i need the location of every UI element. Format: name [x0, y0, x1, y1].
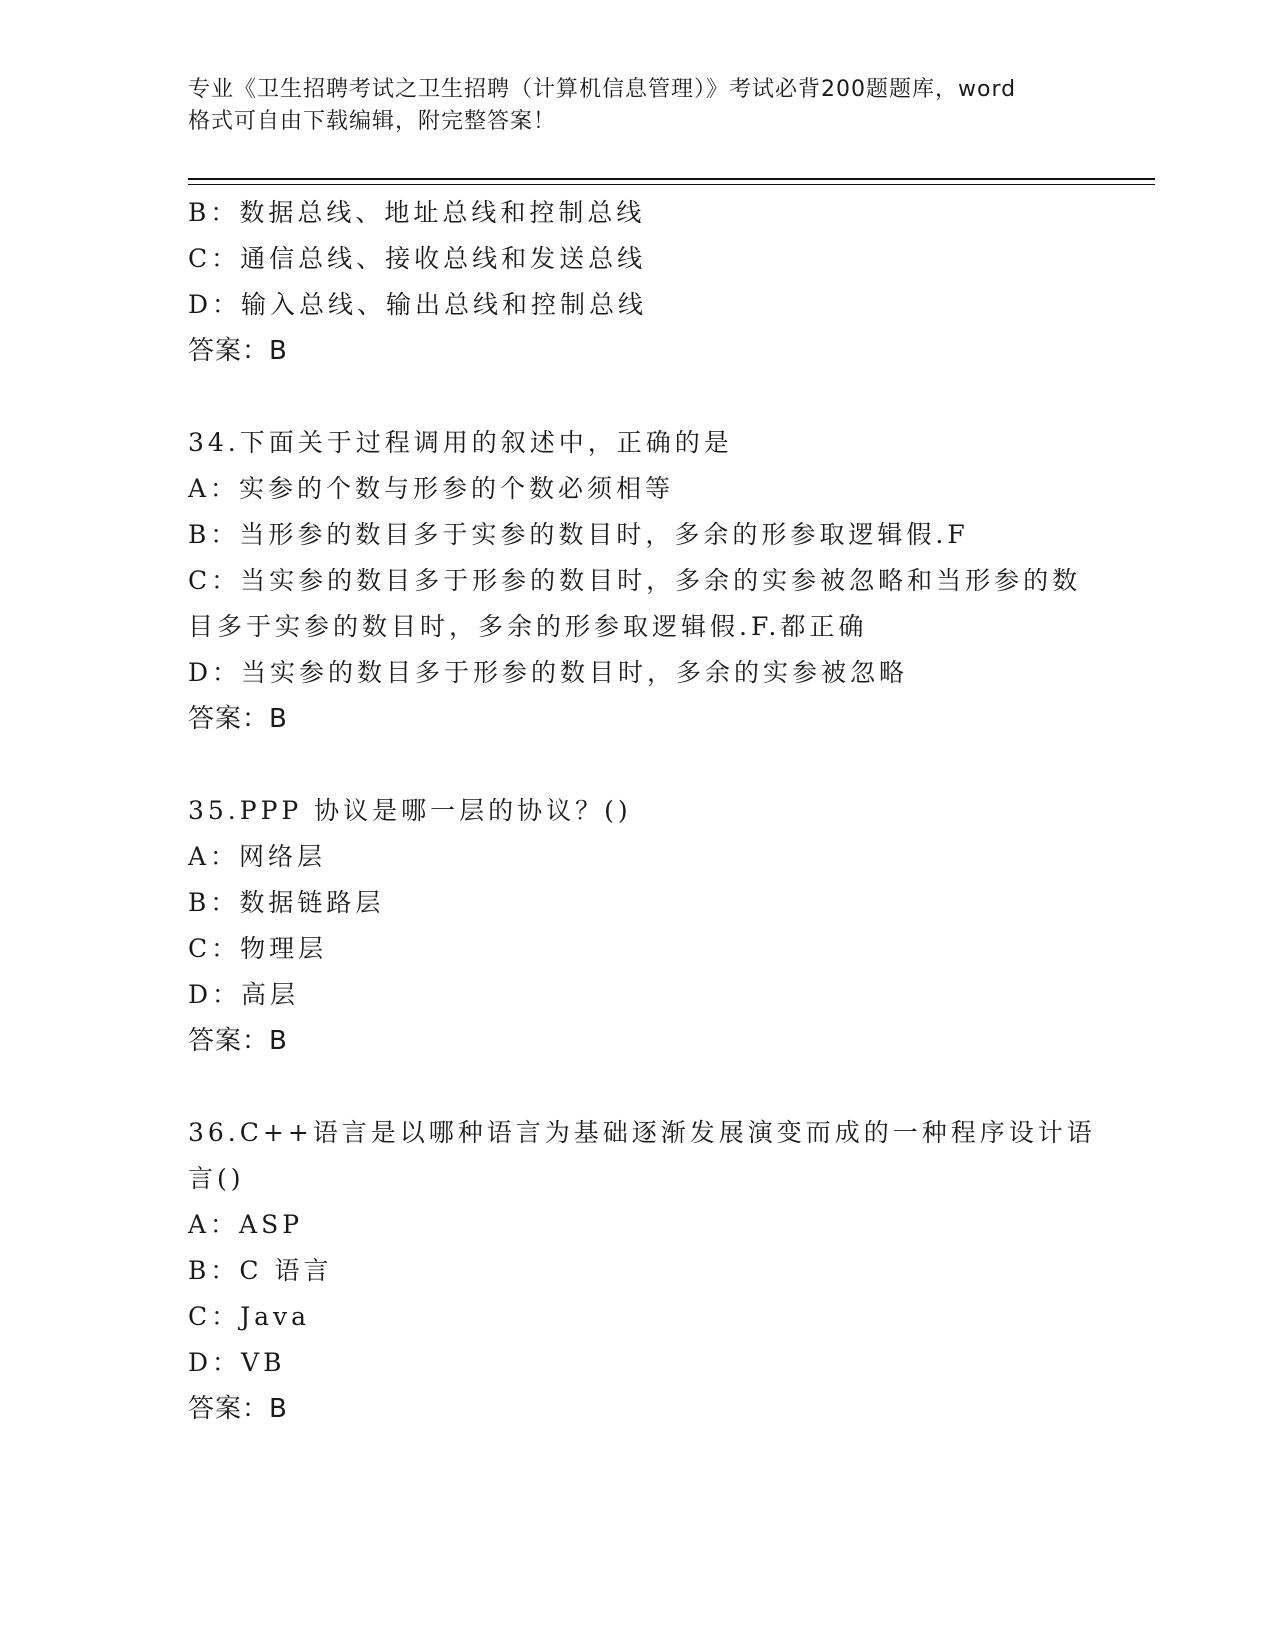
q34-option-d: D：当实参的数目多于形参的数目时，多余的实参被忽略	[188, 658, 909, 687]
q36-question-line-1: 36.C++语言是以哪种语言为基础逐渐发展演变而成的一种程序设计语	[188, 1118, 1096, 1147]
spacer	[188, 374, 1088, 420]
q36-option-d: D：VB	[188, 1348, 286, 1377]
header-line-1: 专业《卫生招聘考试之卫生招聘（计算机信息管理）》考试必背200题题库，word	[188, 77, 1017, 102]
q34-option-c-line-2: 目多于实参的数目时，多余的形参取逻辑假.F.都正确	[188, 612, 868, 641]
q34-option-a: A：实参的个数与形参的个数必须相等	[188, 474, 675, 503]
q35-option-b: B：数据链路层	[188, 888, 385, 917]
q33-option-c: C：通信总线、接收总线和发送总线	[188, 244, 647, 273]
q33-option-b: B：数据总线、地址总线和控制总线	[188, 198, 646, 227]
q35-option-d: D：高层	[188, 980, 300, 1009]
q34-answer: 答案：B	[188, 704, 288, 734]
header-line-2: 格式可自由下载编辑，附完整答案！	[188, 109, 557, 134]
q34-option-b: B：当形参的数目多于实参的数目时，多余的形参取逻辑假.F	[188, 520, 969, 549]
question-33	[188, 190, 1088, 374]
spacer	[188, 1064, 1088, 1110]
q35-option-c: C：物理层	[188, 934, 328, 963]
q35-option-a: A：网络层	[188, 842, 327, 871]
spacer	[188, 742, 1088, 788]
question-34	[188, 420, 1088, 742]
q34-question: 34.下面关于过程调用的叙述中，正确的是	[188, 428, 733, 457]
question-35	[188, 788, 1088, 1064]
q36-option-a: A：ASP	[188, 1210, 304, 1239]
header-rule-thin	[188, 184, 1155, 185]
header-rule-thick	[188, 178, 1155, 180]
document-header	[188, 74, 1088, 138]
q36-option-c: C：Java	[188, 1302, 311, 1331]
q36-question-line-2: 言()	[188, 1164, 245, 1193]
q36-option-b: B：C 语言	[188, 1256, 333, 1285]
q33-answer: 答案：B	[188, 336, 288, 366]
question-list	[188, 190, 1096, 1432]
q34-option-c-line-1: C：当实参的数目多于形参的数目时，多余的实参被忽略和当形参的数	[188, 566, 1082, 595]
question-36	[188, 1110, 1096, 1432]
q35-question: 35.PPP 协议是哪一层的协议？()	[188, 796, 632, 825]
q36-answer: 答案：B	[188, 1394, 288, 1424]
q35-answer: 答案：B	[188, 1026, 288, 1056]
q33-option-d: D：输入总线、输出总线和控制总线	[188, 290, 648, 319]
